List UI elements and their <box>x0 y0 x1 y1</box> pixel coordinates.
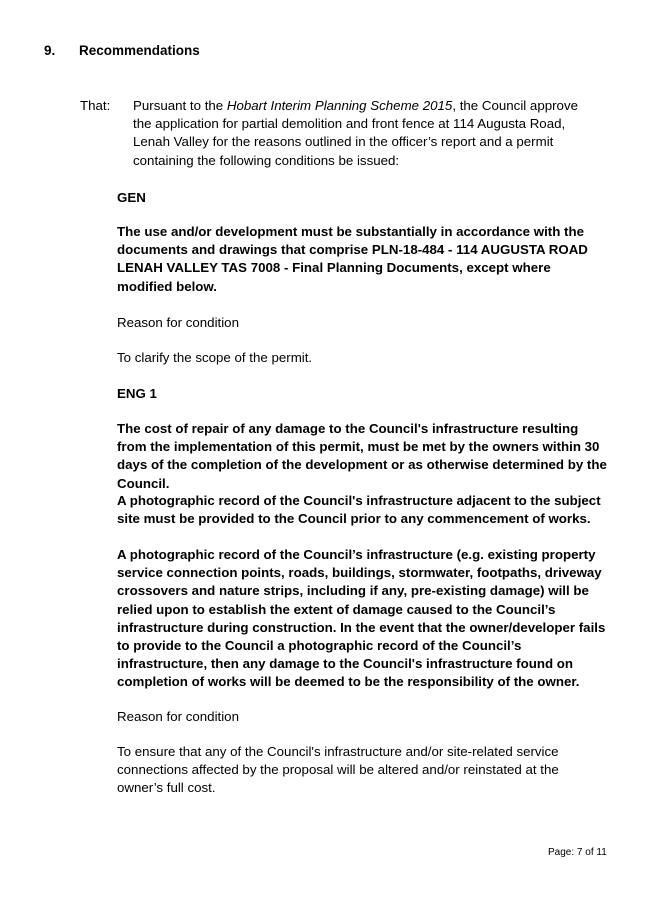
intro-paragraph <box>133 97 593 170</box>
gen-code: GEN <box>117 190 146 205</box>
scheme-name: Hobart Interim Planning Scheme 2015 <box>226 98 453 113</box>
section-number: 9. <box>44 43 56 58</box>
eng1-code: ENG 1 <box>117 386 157 401</box>
eng1-paragraph-1: The cost of repair of any damage to the Council's infrastructure resulting from the implementation of this permit, must be met by the owners within 30 days of the completion of the development or as otherwise determined by the Council. <box>117 421 607 491</box>
eng1-paragraph-2: A photographic record of the Council's infrastructure adjacent to the subject site must be provided to the Council prior to any commencement of works. <box>117 493 601 527</box>
eng1-reason-text: To ensure that any of the Council's infrastructure and/or site-related service connections affected by the proposal will be altered and/or reinstated at the owner’s full cost. <box>117 744 559 796</box>
eng1-paragraph-3: A photographic record of the Council’s infrastructure (e.g. existing property service connection points, roads, buildings, stormwater, footpaths, driveway crossovers and nature strips, including if any, pre-existing damage) will be relied upon to establish the extent of damage caused to the Council’s infrastructure during construction. In the event that the owner/developer fails to provide to the Council a photographic record of the Council’s infrastructure, then any damage to the Council's infrastructure found on completion of works will be deemed to be the responsibility of the owner. <box>117 547 606 690</box>
page-number: Page: 7 of 11 <box>548 847 607 858</box>
intro-prefix: Pursuant to the <box>133 98 227 113</box>
eng1-reason-label: Reason for condition <box>117 709 239 724</box>
section-title: Recommendations <box>79 43 200 58</box>
gen-reason-label: Reason for condition <box>117 315 239 330</box>
section-heading <box>44 42 200 60</box>
gen-reason-text: To clarify the scope of the permit. <box>117 350 313 365</box>
intro-suffix: , the Council approve the application for partial demolition and front fence at 114 Augusta Road, Lenah Valley for the reasons outlined in the officer’s report and a permit containing the following conditions be issued: <box>133 98 578 168</box>
gen-condition-text: The use and/or development must be substantially in accordance with the documents and drawings that comprise PLN-18-484 - 114 AUGUSTA ROAD LENAH VALLEY TAS 7008 - Final Planning Documents, except where modified below. <box>117 224 588 294</box>
that-label: That: <box>80 98 111 113</box>
